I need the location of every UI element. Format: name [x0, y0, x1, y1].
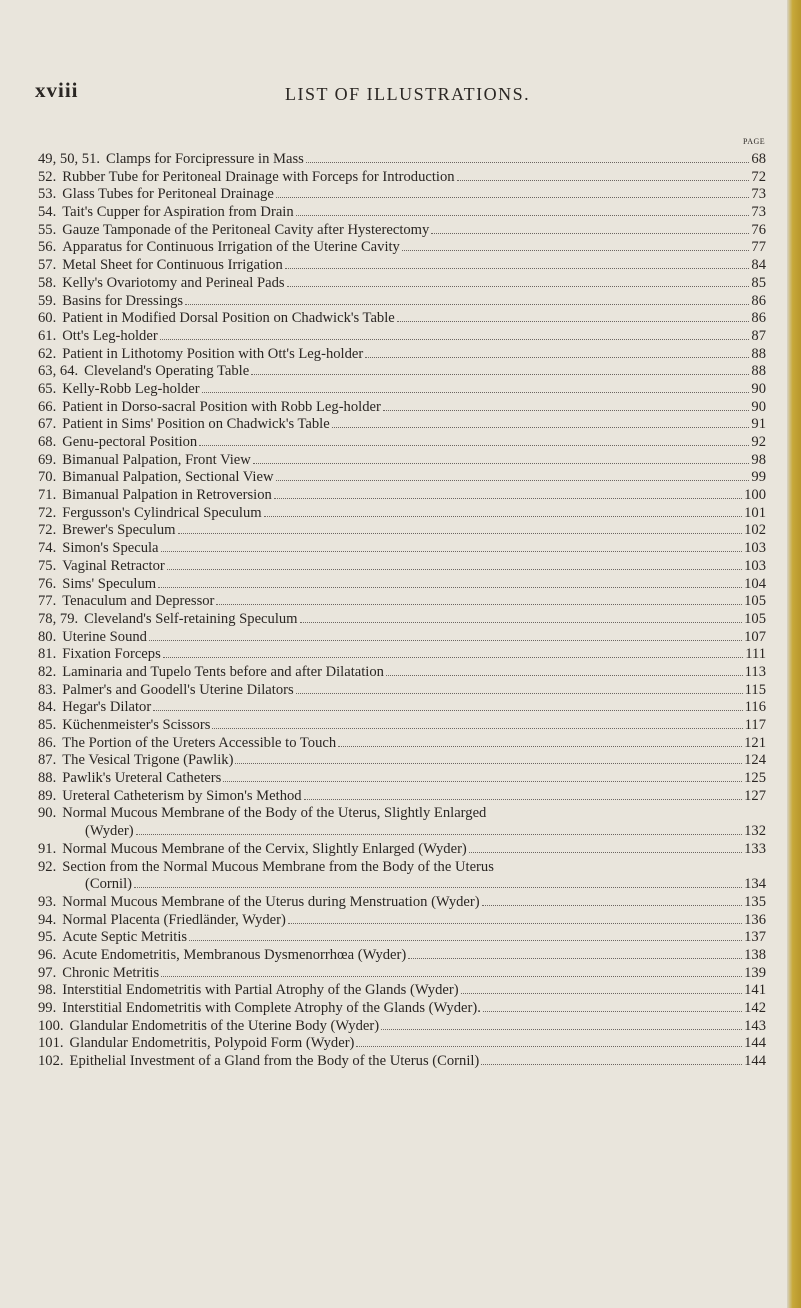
dot-leader: [149, 631, 742, 641]
list-item: [38, 752, 766, 770]
page-ref: 86: [751, 292, 766, 309]
list-item: [38, 646, 766, 664]
list-item: [38, 310, 766, 328]
page-column-label: PAGE: [743, 137, 766, 146]
dot-leader: [482, 896, 742, 906]
list-item: [38, 947, 766, 965]
figure-number: 88.: [38, 770, 57, 787]
figure-title: Ureteral Catheterism by Simon's Method: [62, 787, 302, 804]
page-ref: 88: [751, 345, 766, 362]
dot-leader: [276, 471, 750, 481]
figure-number: 69.: [38, 451, 57, 468]
page-ref: 105: [744, 610, 766, 627]
dot-leader: [161, 967, 742, 977]
figure-number: 60.: [38, 310, 57, 327]
dot-leader: [202, 383, 750, 393]
figure-number: 97.: [38, 964, 57, 981]
dot-leader: [481, 1055, 742, 1065]
figure-number: 90.: [38, 805, 57, 822]
list-item: [38, 611, 766, 629]
page-ref: 86: [751, 310, 766, 327]
list-item: [38, 912, 766, 930]
figure-title: Rubber Tube for Peritoneal Drainage with Forceps for Introduction: [62, 168, 455, 185]
list-item: [38, 788, 766, 806]
list-item: [38, 257, 766, 275]
figure-number: 83.: [38, 681, 57, 698]
figure-number: 102.: [38, 1053, 64, 1070]
page-ref: 68: [751, 151, 766, 167]
figure-title: Vaginal Retractor: [62, 557, 165, 574]
page-ref: 85: [751, 274, 766, 291]
page-ref: 134: [744, 876, 766, 893]
list-item: [38, 593, 766, 611]
list-item: [38, 770, 766, 788]
running-head: LIST OF ILLUSTRATIONS.: [285, 84, 531, 104]
list-item: [38, 735, 766, 753]
figure-title: (Wyder): [85, 823, 134, 840]
figure-title: Simon's Specula: [62, 540, 159, 557]
page-ref: 91: [751, 416, 766, 433]
page-ref: 111: [745, 646, 766, 663]
page-ref: 117: [744, 717, 766, 733]
figure-number: 80.: [38, 628, 57, 645]
figure-number: 89.: [38, 787, 57, 804]
page-ref: 88: [751, 363, 766, 380]
page-ref: 144: [744, 1053, 766, 1070]
list-item: [38, 629, 766, 647]
figure-title: Tenaculum and Depressor: [62, 593, 215, 610]
list-item: [38, 699, 766, 717]
figure-title: Patient in Dorso-sacral Position with Robb Leg-holder: [62, 398, 381, 415]
figure-number: 68.: [38, 434, 57, 450]
dot-leader: [338, 737, 742, 747]
dot-leader: [253, 454, 750, 464]
figure-title: Interstitial Endometritis with Complete Atrophy of the Glands (Wyder).: [62, 1000, 481, 1016]
figure-number: 63, 64.: [38, 363, 79, 380]
list-item: [38, 1018, 766, 1036]
list-item: [38, 540, 766, 558]
list-item: [38, 346, 766, 364]
page-edge: [787, 0, 801, 1308]
list-item: [38, 717, 766, 735]
dot-leader: [136, 825, 743, 835]
page-ref: 105: [744, 593, 766, 610]
dot-leader: [300, 613, 743, 623]
list-item: [38, 239, 766, 257]
page-number: xviii: [35, 78, 79, 102]
list-item: [38, 1053, 766, 1071]
figure-title: Glass Tubes for Peritoneal Drainage: [62, 186, 274, 203]
figure-title: Cleveland's Self-retaining Speculum: [84, 610, 298, 627]
figure-number: 62.: [38, 345, 57, 362]
list-item: [38, 841, 766, 859]
page-ref: 77: [751, 239, 766, 256]
figure-number: 75.: [38, 557, 57, 574]
figure-title: Normal Placenta (Friedländer, Wyder): [62, 911, 286, 928]
figure-number: 58.: [38, 274, 57, 291]
page-ref: 133: [744, 840, 766, 857]
figure-number: 54.: [38, 204, 57, 221]
list-item: [38, 965, 766, 983]
dot-leader: [461, 984, 743, 994]
figure-number: 70.: [38, 469, 57, 486]
figure-title: Gauze Tamponade of the Peritoneal Cavity after Hysterectomy: [62, 221, 430, 238]
page-ref: 115: [744, 681, 766, 698]
dot-leader: [274, 489, 742, 499]
figure-title: Metal Sheet for Continuous Irrigation: [62, 257, 283, 274]
figure-title: (Cornil): [85, 876, 133, 893]
dot-leader: [483, 1002, 742, 1012]
dot-leader: [365, 348, 749, 358]
list-item: [38, 505, 766, 523]
dot-leader: [264, 507, 742, 517]
page-ref: 84: [751, 257, 766, 274]
list-item: [38, 522, 766, 540]
figure-title: Normal Mucous Membrane of the Body of the Uterus, Slightly Enlarged: [62, 805, 487, 822]
figure-number: 85.: [38, 717, 57, 733]
figure-title: Patient in Modified Dorsal Position on Chadwick's Table: [62, 310, 395, 327]
page-ref: 139: [744, 964, 766, 981]
dot-leader: [296, 684, 743, 694]
list-item: [38, 434, 766, 452]
list-item: [38, 151, 766, 169]
figure-number: 72.: [38, 504, 57, 521]
dot-leader: [402, 241, 750, 251]
page-ref: 90: [751, 398, 766, 415]
dot-leader: [296, 206, 750, 216]
list-item: [38, 859, 766, 877]
dot-leader: [223, 772, 742, 782]
figure-title: Fixation Forceps: [62, 646, 161, 663]
list-item: [38, 328, 766, 346]
page-ref: 102: [744, 522, 766, 539]
figure-title: Uterine Sound: [62, 628, 147, 645]
figure-title: Glandular Endometritis of the Uterine Body (Wyder): [69, 1017, 380, 1034]
page-ref: 136: [744, 911, 766, 928]
figure-title: Patient in Sims' Position on Chadwick's Table: [62, 416, 330, 433]
figure-number: 101.: [38, 1035, 64, 1052]
figure-number: 66.: [38, 398, 57, 415]
figure-title: Clamps for Forcipressure in Mass: [106, 151, 304, 167]
dot-leader: [199, 436, 749, 446]
list-item: [38, 982, 766, 1000]
figure-number: 74.: [38, 540, 57, 557]
page-ref: 100: [744, 487, 766, 504]
list-item: [38, 381, 766, 399]
figure-title: Cleveland's Operating Table: [84, 363, 250, 380]
figure-title: The Portion of the Ureters Accessible to Touch: [62, 734, 337, 751]
figure-title: Tait's Cupper for Aspiration from Drain: [62, 204, 294, 221]
page-ref: 73: [751, 186, 766, 203]
figure-title: Ott's Leg-holder: [62, 327, 158, 344]
figure-title: Laminaria and Tupelo Tents before and after Dilatation: [62, 663, 384, 680]
dot-leader: [153, 701, 742, 711]
figure-number: 94.: [38, 911, 57, 928]
dot-leader: [386, 666, 743, 676]
figure-title: Brewer's Speculum: [62, 522, 176, 539]
figure-title: Genu-pectoral Position: [62, 434, 198, 450]
list-item: [38, 823, 766, 841]
list-item: [38, 929, 766, 947]
figure-title: Palmer's and Goodell's Uterine Dilators: [62, 681, 294, 698]
page-ref: 144: [744, 1035, 766, 1052]
figure-title: Acute Endometritis, Membranous Dysmenorrhœa (Wyder): [62, 946, 407, 963]
figure-number: 49, 50, 51.: [38, 151, 101, 167]
figure-number: 52.: [38, 168, 57, 185]
figure-number: 98.: [38, 982, 57, 999]
page-ref: 72: [751, 168, 766, 185]
dot-leader: [189, 931, 742, 941]
illustrations-list: [38, 151, 766, 1071]
dot-leader: [216, 595, 742, 605]
list-item: [38, 169, 766, 187]
page-ref: 141: [744, 982, 766, 999]
page-ref: 104: [744, 575, 766, 592]
list-item: [38, 275, 766, 293]
page-ref: 142: [744, 1000, 766, 1016]
list-item: [38, 293, 766, 311]
figure-title: Fergusson's Cylindrical Speculum: [62, 504, 262, 521]
figure-number: 100.: [38, 1017, 64, 1034]
page-ref: 76: [751, 221, 766, 238]
figure-title: Apparatus for Continuous Irrigation of the Uterine Cavity: [62, 239, 400, 256]
page-ref: 135: [744, 893, 766, 910]
figure-number: 93.: [38, 893, 57, 910]
list-item: [38, 452, 766, 470]
dot-leader: [431, 224, 749, 234]
dot-leader: [304, 790, 743, 800]
figure-number: 86.: [38, 734, 57, 751]
figure-number: 78, 79.: [38, 610, 79, 627]
figure-number: 61.: [38, 327, 57, 344]
page-ref: 103: [744, 557, 766, 574]
dot-leader: [383, 401, 750, 411]
list-item: [38, 399, 766, 417]
figure-number: 56.: [38, 239, 57, 256]
page-ref: 138: [744, 946, 766, 963]
page-ref: 103: [744, 540, 766, 557]
page-ref: 107: [744, 628, 766, 645]
page-ref: 98: [751, 451, 766, 468]
figure-title: Basins for Dressings: [62, 292, 184, 309]
figure-number: 72.: [38, 522, 57, 539]
figure-number: 82.: [38, 663, 57, 680]
dot-leader: [251, 365, 749, 375]
figure-number: 76.: [38, 575, 57, 592]
figure-title: The Vesical Trigone (Pawlik): [62, 752, 234, 769]
list-item: [38, 805, 766, 823]
figure-title: Patient in Lithotomy Position with Ott's Leg-holder: [62, 345, 364, 362]
dot-leader: [306, 153, 750, 163]
dot-leader: [185, 295, 749, 305]
figure-title: Section from the Normal Mucous Membrane from the Body of the Uterus: [62, 858, 494, 875]
figure-number: 77.: [38, 593, 57, 610]
dot-leader: [288, 914, 742, 924]
figure-title: Kelly's Ovariotomy and Perineal Pads: [62, 274, 285, 291]
dot-leader: [469, 843, 742, 853]
dot-leader: [285, 259, 750, 269]
list-item: [38, 487, 766, 505]
figure-number: 53.: [38, 186, 57, 203]
dot-leader: [332, 418, 750, 428]
list-item: [38, 576, 766, 594]
dot-leader: [212, 719, 742, 729]
figure-title: Interstitial Endometritis with Partial Atrophy of the Glands (Wyder): [62, 982, 459, 999]
page-ref: 143: [744, 1017, 766, 1034]
list-item: [38, 469, 766, 487]
dot-leader: [287, 277, 750, 287]
dot-leader: [457, 171, 750, 181]
figure-title: Normal Mucous Membrane of the Uterus during Menstruation (Wyder): [62, 893, 480, 910]
page-ref: 92: [751, 434, 766, 450]
figure-title: Sims' Speculum: [62, 575, 157, 592]
list-item: [38, 894, 766, 912]
figure-number: 99.: [38, 1000, 57, 1016]
page-ref: 125: [744, 770, 766, 787]
page-ref: 73: [751, 204, 766, 221]
list-item: [38, 1035, 766, 1053]
list-item: [38, 682, 766, 700]
figure-title: Chronic Metritis: [62, 964, 160, 981]
dot-leader: [167, 560, 742, 570]
figure-number: 91.: [38, 840, 57, 857]
list-item: [38, 416, 766, 434]
page-ref: 137: [744, 929, 766, 946]
figure-number: 81.: [38, 646, 57, 663]
figure-title: Küchenmeister's Scissors: [62, 717, 211, 733]
page-ref: 87: [751, 327, 766, 344]
figure-title: Acute Septic Metritis: [62, 929, 188, 946]
list-item: [38, 186, 766, 204]
dot-leader: [381, 1020, 742, 1030]
figure-number: 87.: [38, 752, 57, 769]
dot-leader: [178, 524, 743, 534]
list-item: [38, 664, 766, 682]
page-ref: 127: [744, 787, 766, 804]
figure-number: 92.: [38, 858, 57, 875]
figure-title: Bimanual Palpation, Front View: [62, 451, 251, 468]
figure-number: 71.: [38, 487, 57, 504]
list-item: [38, 222, 766, 240]
dot-leader: [163, 648, 743, 658]
figure-number: 67.: [38, 416, 57, 433]
figure-number: 96.: [38, 946, 57, 963]
page-ref: 116: [744, 699, 766, 716]
dot-leader: [134, 878, 742, 888]
list-item: [38, 558, 766, 576]
page-ref: 90: [751, 380, 766, 397]
page-ref: 124: [744, 752, 766, 769]
page-ref: 113: [744, 663, 766, 680]
page-ref: 121: [744, 734, 766, 751]
list-item: [38, 1000, 766, 1018]
list-item: [38, 204, 766, 222]
figure-number: 59.: [38, 292, 57, 309]
dot-leader: [235, 754, 742, 764]
dot-leader: [397, 312, 750, 322]
figure-title: Bimanual Palpation, Sectional View: [62, 469, 274, 486]
page-ref: 99: [751, 469, 766, 486]
dot-leader: [276, 188, 750, 198]
figure-number: 84.: [38, 699, 57, 716]
dot-leader: [158, 578, 742, 588]
figure-title: Kelly-Robb Leg-holder: [62, 380, 200, 397]
figure-title: Glandular Endometritis, Polypoid Form (Wyder): [69, 1035, 355, 1052]
figure-title: Hegar's Dilator: [62, 699, 152, 716]
figure-number: 55.: [38, 221, 57, 238]
figure-title: Normal Mucous Membrane of the Cervix, Slightly Enlarged (Wyder): [62, 840, 467, 857]
figure-number: 57.: [38, 257, 57, 274]
figure-number: 65.: [38, 380, 57, 397]
list-item: [38, 363, 766, 381]
dot-leader: [356, 1037, 742, 1047]
dot-leader: [161, 542, 743, 552]
figure-title: Pawlik's Ureteral Catheters: [62, 770, 222, 787]
page-ref: 132: [744, 823, 766, 840]
dot-leader: [160, 330, 750, 340]
figure-number: 95.: [38, 929, 57, 946]
list-item: [38, 876, 766, 894]
page-ref: 101: [744, 504, 766, 521]
dot-leader: [408, 949, 742, 959]
figure-title: Epithelial Investment of a Gland from the Body of the Uterus (Cornil): [69, 1053, 480, 1070]
figure-title: Bimanual Palpation in Retroversion: [62, 487, 272, 504]
